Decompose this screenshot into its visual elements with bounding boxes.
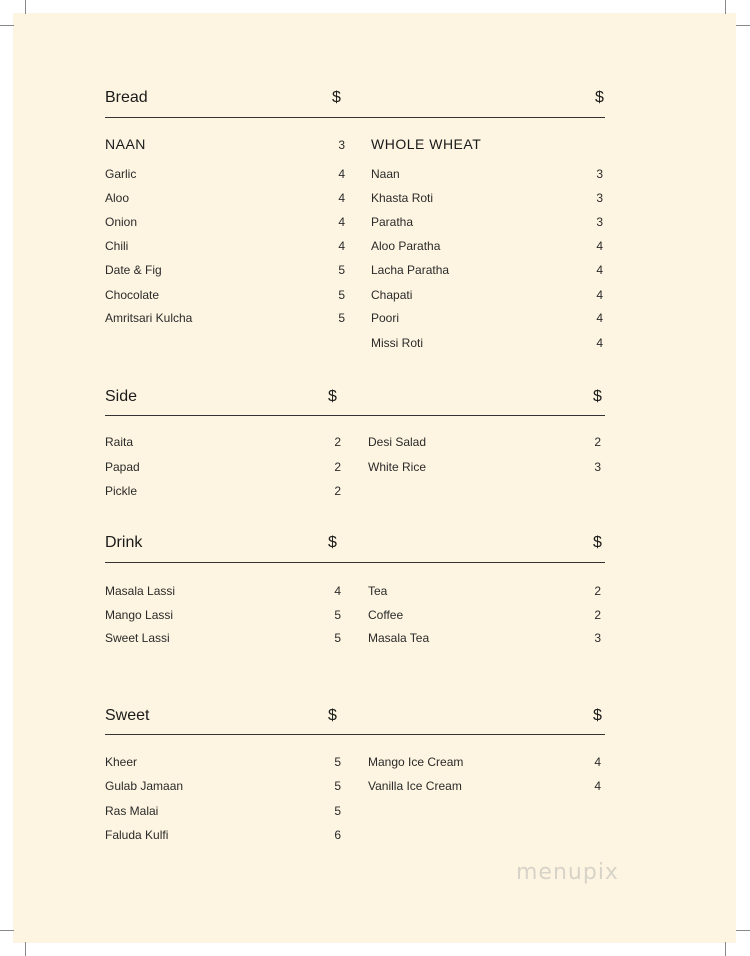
menu-item-name: Naan: [371, 167, 400, 181]
menu-item-price: 5: [334, 631, 341, 645]
menu-item-name: Kheer: [105, 755, 138, 769]
subheading-naan: NAAN: [105, 136, 146, 152]
menu-item-price: 4: [334, 584, 341, 598]
menu-item-price: 2: [334, 484, 341, 498]
menu-item-price: 5: [338, 288, 345, 302]
section-divider: [105, 734, 605, 735]
sweet-section: [105, 707, 605, 847]
menu-item-name: Chapati: [371, 288, 413, 302]
menu-item-name: Poori: [371, 311, 400, 325]
menu-item-name: Mango Lassi: [105, 608, 174, 622]
price-column-header: $: [595, 89, 604, 106]
menu-item-price: 3: [596, 191, 603, 205]
crop-mark: [25, 942, 26, 956]
side-section: [105, 388, 605, 498]
menu-item-name: Sweet Lassi: [105, 631, 170, 645]
menu-item-name: Khasta Roti: [371, 191, 434, 205]
menu-item-name: White Rice: [368, 460, 427, 474]
menu-item-name: Aloo: [105, 191, 130, 205]
section-title: Sweet: [105, 707, 150, 724]
menu-item-price: 5: [334, 608, 341, 622]
menu-item-name: Gulab Jamaan: [105, 779, 184, 793]
menu-item-price: 4: [338, 191, 345, 205]
menu-item-name: Garlic: [105, 167, 137, 181]
menu-item-price: 3: [594, 460, 601, 474]
menu-item-price: 2: [594, 608, 601, 622]
menu-item-price: 5: [334, 755, 341, 769]
menu-item-name: Ras Malai: [105, 804, 159, 818]
price-column-header: $: [593, 388, 602, 405]
menu-item-name: Date & Fig: [105, 263, 162, 277]
menu-item-price: 2: [334, 435, 341, 449]
menu-item-price: 5: [334, 804, 341, 818]
menu-item-price: 5: [338, 263, 345, 277]
price-column-header: $: [328, 534, 337, 551]
menu-item-name: Amritsari Kulcha: [105, 311, 193, 325]
crop-mark: [736, 930, 750, 931]
menu-item-name: Paratha: [371, 215, 414, 229]
menu-item-price: 4: [594, 779, 601, 793]
menu-item-name: Coffee: [368, 608, 404, 622]
menu-item-price: 2: [334, 460, 341, 474]
watermark-logo: menupix: [516, 860, 619, 885]
crop-mark: [725, 0, 726, 14]
menu-item-price: 3: [596, 167, 603, 181]
menu-item-price: 4: [338, 167, 345, 181]
menu-item-name: Lacha Paratha: [371, 263, 450, 277]
menu-item-price: 3: [594, 631, 601, 645]
menu-item-price: 2: [594, 435, 601, 449]
crop-mark: [25, 0, 26, 14]
menu-item-name: Faluda Kulfi: [105, 828, 169, 842]
menu-item-name: Papad: [105, 460, 140, 474]
price-column-header: $: [332, 89, 341, 106]
menu-item-name: Mango Ice Cream: [368, 755, 464, 769]
price-column-header: $: [328, 388, 337, 405]
menu-item-price: 4: [338, 239, 345, 253]
menu-item-name: Masala Tea: [368, 631, 430, 645]
crop-mark: [736, 25, 750, 26]
menu-item-name: Chocolate: [105, 288, 160, 302]
menu-item-name: Chili: [105, 239, 129, 253]
menu-item-price: 4: [596, 263, 603, 277]
crop-mark: [0, 930, 14, 931]
menu-item-name: Tea: [368, 584, 388, 598]
section-title: Bread: [105, 89, 148, 106]
section-title: Side: [105, 388, 138, 405]
menu-item-price: 4: [596, 239, 603, 253]
menu-item-name: Aloo Paratha: [371, 239, 441, 253]
section-divider: [105, 562, 605, 563]
crop-mark: [725, 942, 726, 956]
section-divider: [105, 117, 605, 118]
menu-item-price: 5: [334, 779, 341, 793]
menu-item-price: 6: [334, 828, 341, 842]
menu-item-price: 4: [596, 311, 603, 325]
menu-item-name: Raita: [105, 435, 134, 449]
menu-item-name: Onion: [105, 215, 138, 229]
price-column-header: $: [593, 534, 602, 551]
menu-item-name: Vanilla Ice Cream: [368, 779, 462, 793]
menu-item-price: 2: [594, 584, 601, 598]
section-title: Drink: [105, 534, 143, 551]
menu-item-price: 4: [594, 755, 601, 769]
subheading-whole-wheat: WHOLE WHEAT: [371, 136, 482, 152]
menu-item-price: 4: [596, 288, 603, 302]
bread-section: [105, 89, 605, 359]
price-column-header: $: [328, 707, 337, 724]
menu-item-price: 5: [338, 311, 345, 325]
menu-item-name: Desi Salad: [368, 435, 427, 449]
menu-item-price: 4: [338, 215, 345, 229]
crop-mark: [0, 25, 14, 26]
section-divider: [105, 415, 605, 416]
menu-item-name: Masala Lassi: [105, 584, 176, 598]
drink-section: [105, 534, 605, 649]
subheading-price: 3: [338, 138, 345, 152]
price-column-header: $: [593, 707, 602, 724]
menu-item-name: Missi Roti: [371, 336, 424, 350]
menu-item-price: 4: [596, 336, 603, 350]
menu-item-price: 3: [596, 215, 603, 229]
menu-item-name: Pickle: [105, 484, 138, 498]
